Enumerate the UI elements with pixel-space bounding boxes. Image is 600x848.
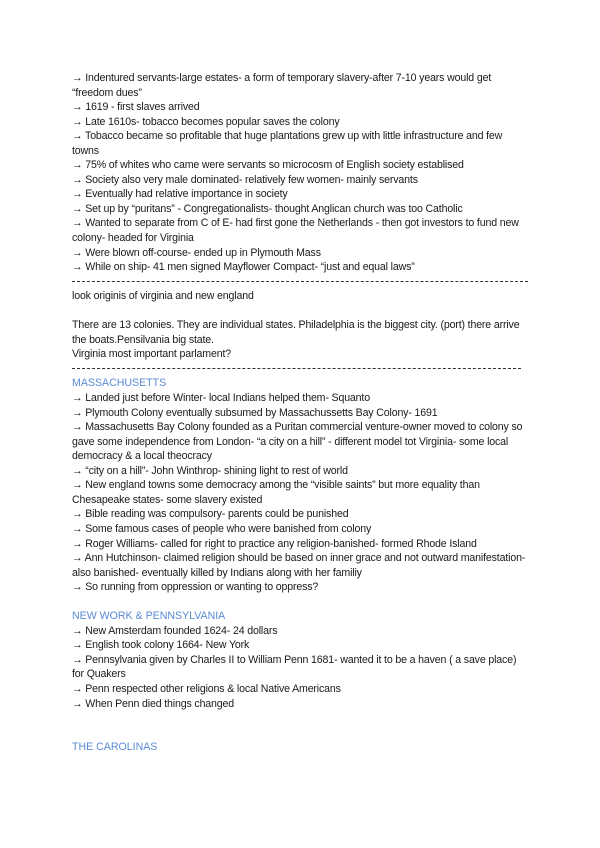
spacer — [72, 304, 528, 319]
list-item: → New Amsterdam founded 1624- 24 dollars — [72, 624, 278, 637]
list-item: → 1619 - first slaves arrived — [72, 101, 200, 114]
massachusetts-list — [72, 391, 528, 595]
new-york-list — [72, 624, 528, 711]
list-item: → Pennsylvania given by Charles II to William Penn 1681- wanted it to be a haven ( a save place) for Quakers — [72, 653, 517, 681]
section-heading-new-york-pennsylvania: NEW WORK & PENNSYLVANIA — [72, 610, 226, 623]
list-item: → Wanted to separate from C of E- had first gone the Netherlands - then got investors to fund new colony- headed for Virginia — [72, 217, 519, 245]
document-page — [72, 71, 528, 755]
list-item: → Roger Williams- called for right to practice any religion-banished- formed Rhode Island — [72, 537, 477, 550]
list-item: → Set up by “puritans” - Congregationalists- thought Anglican church was too Catholic — [72, 202, 463, 215]
list-item: → 75% of whites who came were servants so microcosm of English society establised — [72, 159, 464, 172]
colonies-paragraph: There are 13 colonies. They are individual states. Philadelphia is the biggest city. (port) there arrive the boats.Pensilvania big state. — [72, 319, 520, 346]
section-heading-carolinas: THE CAROLINAS — [72, 741, 158, 754]
list-item: → Some famous cases of people who were banished from colony — [72, 522, 372, 535]
list-item: → Late 1610s- tobacco becomes popular saves the colony — [72, 115, 340, 128]
list-item: → Eventually had relative importance in society — [72, 188, 288, 201]
list-item: → Ann Hutchinson- claimed religion should be based on inner grace and not outward manifestation- also banished- eventually killed by Indians along with her familiy — [72, 552, 526, 579]
dashed-divider — [72, 362, 528, 377]
section-heading-massachusetts: MASSACHUSETTS — [72, 377, 167, 390]
list-item: → So running from oppression or wanting to oppress? — [72, 581, 319, 594]
list-item: → Landed just before Winter- local Indians helped them- Squanto — [72, 392, 370, 405]
list-item: → Society also very male dominated- relatively few women- mainly servants — [72, 173, 418, 186]
spacer — [72, 595, 528, 610]
dashed-divider — [72, 275, 528, 290]
list-item: → Massachusetts Bay Colony founded as a Puritan commercial venture-owner moved to colony so gave some independence from London- “a city on a hill” - different model tot Virginia- some local democracy & a local theocracy — [72, 421, 523, 463]
list-item: → Tobacco became so profitable that huge plantations grew up with little infrastructure and few towns — [72, 130, 503, 157]
list-item: → When Penn died things changed — [72, 697, 235, 710]
list-item: → “city on a hill”- John Winthrop- shining light to rest of world — [72, 464, 348, 477]
virginia-question: Virginia most important parlament? — [72, 348, 231, 361]
list-item: → Indentured servants-large estates- a form of temporary slavery-after 7-10 years would get “freedom dues” — [72, 72, 492, 99]
intro-list — [72, 71, 528, 275]
list-item: → Were blown off-course- ended up in Plymouth Mass — [72, 246, 321, 259]
list-item: → Penn respected other religions & local Native Americans — [72, 682, 341, 695]
list-item: → English took colony 1664- New York — [72, 639, 250, 652]
spacer — [72, 726, 528, 741]
note-text: look originis of virginia and new england — [72, 290, 254, 303]
list-item: → Plymouth Colony eventually subsumed by Massachussetts Bay Colony- 1691 — [72, 406, 438, 419]
list-item: → While on ship- 41 men signed Mayflower Compact- “just and equal laws” — [72, 261, 415, 274]
list-item: → New england towns some democracy among the “visible saints” but more equality than Chesapeake states- some slavery existed — [72, 479, 480, 506]
spacer — [72, 711, 528, 726]
list-item: → Bible reading was compulsory- parents could be punished — [72, 508, 349, 521]
